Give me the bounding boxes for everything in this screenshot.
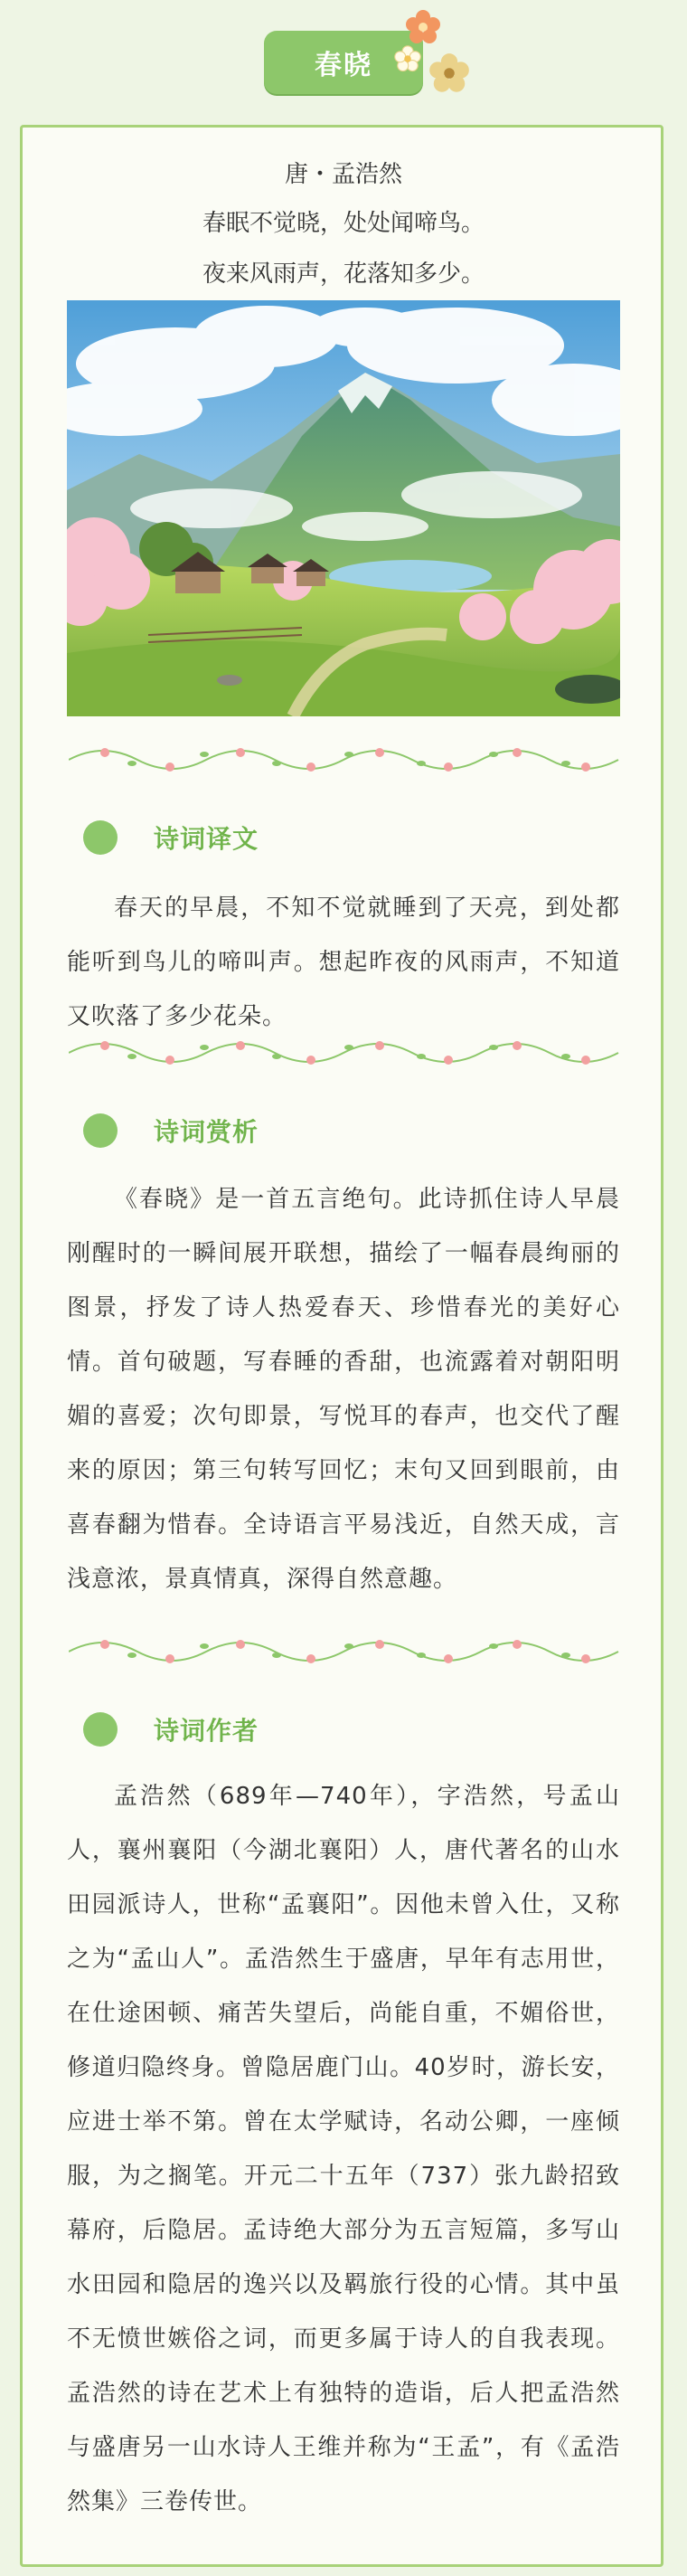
poem-line-2: 夜来风雨声，花落知多少。 [202, 260, 485, 288]
green-dot-icon [83, 1113, 118, 1148]
floral-vine-divider [69, 1634, 620, 1670]
section-heading [83, 1711, 259, 1747]
section-title-appreciation: 诗词赏析 [154, 1117, 259, 1147]
green-dot-icon [83, 820, 118, 855]
green-dot-icon [83, 1712, 118, 1747]
section-heading [83, 1113, 259, 1149]
section-title-translation: 诗词译文 [154, 824, 259, 854]
section-heading [83, 819, 259, 856]
appreciation-text: 《春晓》是一首五言绝句。此诗抓住诗人早晨刚醒时的一瞬间展开联想，描绘了一幅春晨绚丽的图景，抒发了诗人热爱春天、珍惜春光的美好心情。首句破题，写春睡的香甜，也流露着对朝阳明媚的喜爱；次句即景，写悦耳的春声，也交代了醒来的原因；第三句转写回忆；末句又回到眼前，由喜春翻为惜春。全诗语言平易浅近，自然天成，言浅意浓，景真情真，深得自然意趣。 [67, 1186, 620, 1593]
floral-vine-divider [69, 742, 620, 778]
translation-text: 春天的早晨，不知不觉就睡到了天亮，到处都能听到鸟儿的啼叫声。想起昨夜的风雨声，不知道又吹落了多少花朵。 [67, 895, 620, 1030]
flower-yellow-icon [428, 52, 470, 94]
section-title-author: 诗词作者 [154, 1716, 259, 1746]
page-title: 春晓 [315, 50, 372, 81]
poem-line-1: 春眠不觉晓，处处闻啼鸟。 [202, 210, 485, 237]
flower-orange-icon [405, 9, 441, 45]
poem-author: 唐・孟浩然 [284, 161, 402, 188]
flower-white-icon [394, 45, 421, 72]
author-text: 孟浩然（689年—740年），字浩然，号孟山人，襄州襄阳（今湖北襄阳）人，唐代著名的山水田园派诗人，世称“孟襄阳”。因他未曾入仕，又称之为“孟山人”。孟浩然生于盛唐，早年有志用世，在仕途困顿、痛苦失望后，尚能自重，不媚俗世，修道归隐终身。曾隐居鹿门山。40岁时，游长安，应进士举不第。曾在太学赋诗，名动公卿，一座倾服，为之搁笔。开元二十五年（737）张九龄招致幕府，后隐居。孟诗绝大部分为五言短篇，多写山水田园和隐居的逸兴以及羁旅行役的心情。其中虽不无愤世嫉俗之词，而更多属于诗人的自我表现。孟浩然的诗在艺术上有独特的造诣，后人把孟浩然与盛唐另一山水诗人王维并称为“王孟”，有《孟浩然集》三卷传世。 [67, 1783, 620, 2515]
spring-landscape-illustration [67, 300, 620, 716]
